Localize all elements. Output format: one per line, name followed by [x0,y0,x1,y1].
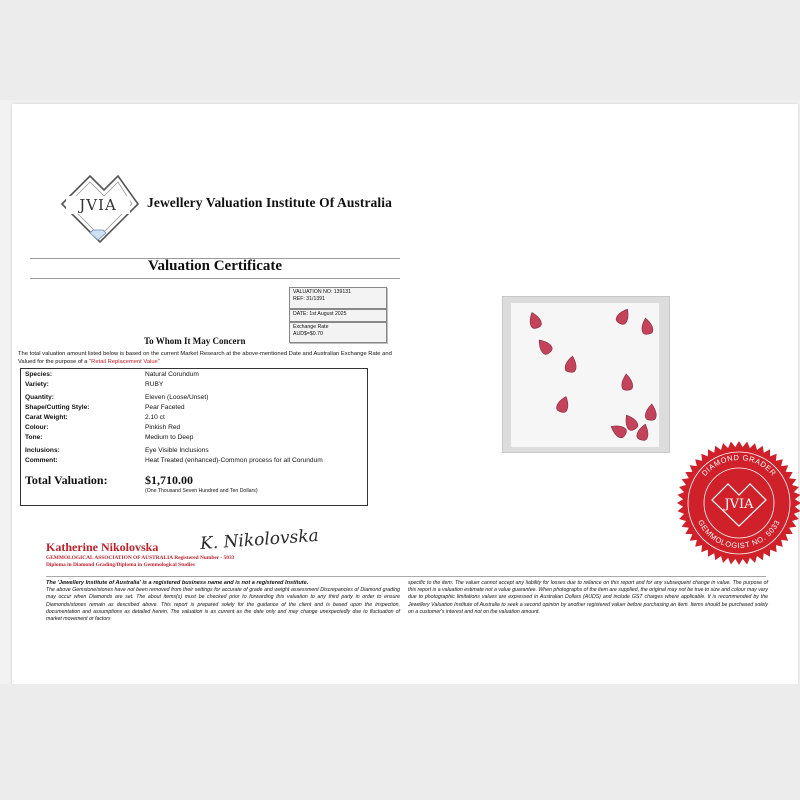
detail-row [21,424,367,434]
detail-row [21,371,367,381]
detail-label: Inclusions: [25,447,60,454]
detail-label: Carat Weight: [25,414,68,421]
date-box [289,309,387,322]
detail-label: Shape/Cutting Style: [25,404,90,411]
handwritten-signature: K. Nikolovska [199,525,320,555]
ruby-gem [640,317,653,335]
intro-text: The total valuation amount listed below is based on the current Market Research at the above-mentioned Date and Australian Exchange Rate and Valued for the purpose of a [18,351,392,365]
ruby-gem [535,337,554,356]
detail-row [21,394,367,404]
disclaimer-left-text: The above Gemstone/stones have not been removed from their settings for accurate of grade and weight assessment Discrepancies of Diamond grading may occur when Diamonds are set. The about items(s) must be checked prior to forwarding this valuation to any third party in order to ensure Diamonds/stones remain as described above. This report is prepared solely for the guidance of the client and is based upon the inspection, documentation and assumptions as detailed herein. The valuation is as current as the date only and may change unexpectedly due to fluctuation of market movement or factors [46,587,400,623]
detail-row [21,447,367,457]
ruby-gem [527,311,543,330]
signer-name: Katherine Nikolovska [46,540,159,554]
disclaimer-rule [46,576,766,577]
detail-label: Colour: [25,424,49,431]
ruby-gem [555,395,571,414]
detail-row [21,414,367,424]
logo-text: JVIA [79,196,117,214]
disclaimer-left [46,580,400,623]
detail-value: Natural Corundum [145,371,199,378]
total-label: Total Valuation: [25,473,108,487]
ruby-gem [615,307,632,326]
detail-value: Pear Faceted [145,404,185,411]
intro-highlight: "Retail Replacement Value" [89,359,160,365]
detail-row [21,381,367,391]
detail-label: Species: [25,371,53,378]
detail-row [21,457,367,467]
valuation-number: VALUATION NO: 139131 [293,289,352,295]
gemstones-image [511,303,659,447]
seal-ring-bottom: GEMMOLOGIST NO. 5033 [696,518,782,551]
detail-row [21,404,367,414]
jvia-logo [52,170,142,250]
disclaimer-lead: The 'Jewellery Institute of Australia' is a registered business name and is not a registered Institute. [46,580,309,586]
detail-value: Eye Visible Inclusions [145,447,209,454]
detail-label: Variety: [25,381,49,388]
detail-value: 2.10 ct [145,414,165,421]
certificate-title: Valuation Certificate [148,258,283,274]
detail-value: Eleven (Loose/Unset) [145,394,209,401]
details-table [20,368,368,506]
ruby-gem [621,374,633,391]
detail-row [21,434,367,444]
salutation: To Whom It May Concern [144,336,246,346]
intro-paragraph [18,350,410,366]
detail-label: Quantity: [25,394,54,401]
detail-value: Pinkish Red [145,424,181,431]
scan-background-bottom [0,684,800,800]
ruby-gem [645,404,657,421]
title-rule-bottom [30,278,400,279]
gemstone-photo [502,296,670,453]
valuation-date: DATE: 1st August 2025 [293,311,347,317]
scan-background-top [0,0,800,100]
total-value: $1,710.00 [145,473,193,487]
total-in-words: (One Thousand Seven Hundred and Ten Dollars) [145,488,258,494]
signer-association: GEMMOLOGICAL ASSOCIATION OF AUSTRALIA Registered Number - 5033 [46,555,235,561]
exchange-rate-box [289,322,387,343]
seal-logo-text: JVIA [724,497,754,512]
detail-label: Tone: [25,434,43,441]
ruby-gem [564,355,577,373]
reference-number: REF: 31/1391 [293,296,326,302]
diamond-grader-seal [676,440,800,566]
detail-label: Comment: [25,457,58,464]
detail-value: Medium to Deep [145,434,194,441]
detail-value: RUBY [145,381,164,388]
photo-tray [511,303,659,447]
org-name: Jewellery Valuation Institute Of Australia [147,195,392,210]
exchange-rate-label: Exchange Rate [293,324,329,330]
signer-diploma: Diploma in Diamond Grading/Diploma in Gemmological Studies [46,562,195,568]
seal-ring-top: DIAMOND GRADER [699,452,779,478]
valuation-number-box [289,287,387,309]
disclaimer-right: specific to the item. The valuer cannot accept any liability for losses due to reliance on this report and for any subsequent change in value. The purpose of this report is a valuation estimate not a value guarantee. When photographs of the item are supplied, the original may not be true to size and colour may vary due to photographic limitations values are expressed in Australian Dollars (AUDS) and include GST charges where applicable. It is recommended by the Jewellery Valuation Institute of Australia to seek a second opinion by another registered valuer before purchasing an item. Items should be purchased solely on a customer's interest and not on the valuation amount. [408,580,768,615]
certificate-sheet [12,104,798,684]
exchange-rate-value: AUD$=$0.70 [293,331,323,337]
ruby-gem [609,422,628,439]
detail-value: Heat Treated (enhanced)-Common process for all Corundum [145,457,323,464]
